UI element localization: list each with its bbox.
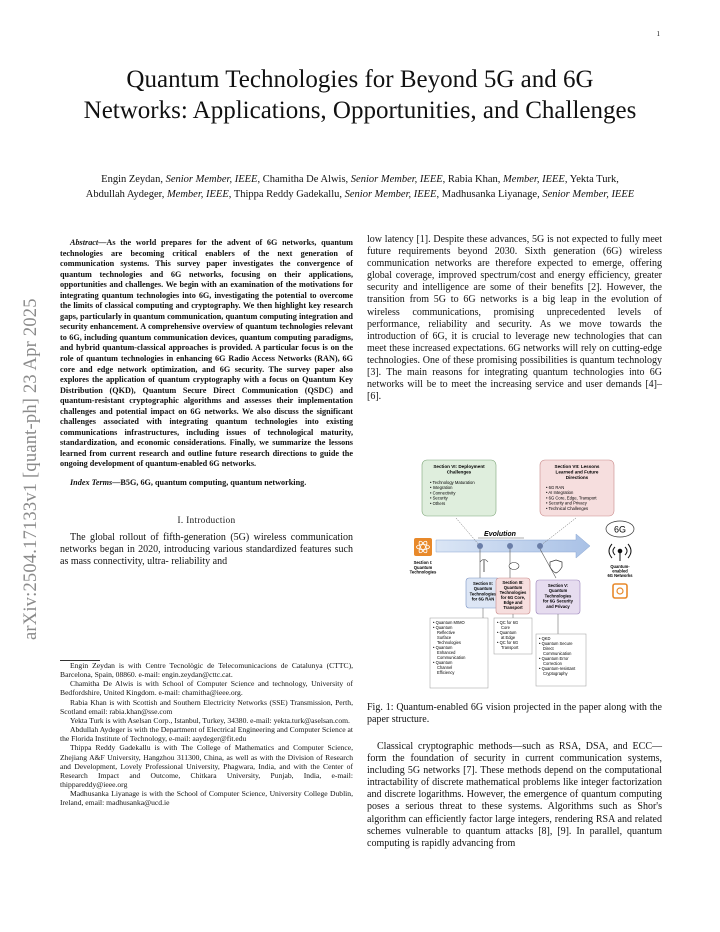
figure-list-item: • Quantum at Edge: [497, 630, 517, 640]
intro-paragraph-1: The global rollout of fifth-generation (5G) wireless communication networks began in 2020, introducing various standardized features such as mass connectivity, ultra- reliability and: [60, 532, 353, 568]
evolution-marker: [507, 543, 513, 549]
section2-title-line: for 6G RAN: [471, 596, 495, 602]
section7-title-line: Learned and Future: [555, 469, 599, 475]
section5-title-line: Technologies: [544, 593, 572, 599]
section6-item: • Others: [430, 500, 446, 506]
section6-title-line: Section VI: Deployment: [433, 464, 485, 469]
right-column: [367, 234, 662, 403]
intro-paragraph-2: Classical cryptographic methods—such as RSA, DSA, and ECC—form the foundation of security in current communication systems, including 5G networks [7]. These methods depend on the computational intractability of discrete mathematical problems like integer factorization and discrete logarithms. However, the emergence of quantum computing poses a serious threat to these systems. Algorithms such as Shor's algorithm can efficiently factor large integers, rendering RSA and related schemes vulnerable to quantum attacks [8], [9]. In parallel, quantum computing is rapidly advancing from: [367, 741, 662, 849]
quantum-enabled-label: [607, 564, 633, 578]
section2-title-line: Quantum: [473, 586, 493, 592]
figure-list-item: • QC for 6G Transport: [497, 640, 519, 650]
page-number: 1: [656, 30, 660, 38]
section3-title-line: Quantum: [503, 585, 523, 590]
index-terms: Index Terms—B5G, 6G, quantum computing, quantum networking.: [70, 478, 307, 488]
figure-list-item: • Quantum Secure Direct Communication: [539, 641, 573, 656]
footnote: Rabia Khan is with Scottish and Southern Electricity Networks (SSE) Transmission, Perth, Scotland email: rabia.khan@sse.com: [60, 697, 353, 716]
section7-item: • AI Integration: [546, 490, 574, 496]
figure-list-item: • Quantum Enhanced Communication: [433, 645, 466, 660]
figure-list-item: • Quantum-resistant Cryptography: [539, 666, 576, 676]
author-name: Yekta Turk: [569, 174, 617, 185]
figure-1: [408, 458, 648, 690]
abstract: Abstract—As the world prepares for the advent of 6G networks, quantum technologies are becoming critical enablers of the next generation of communication systems. This survey paper investigates the convergence of quantum technologies and 6G networks, focusing on their applications, opportunities and challenges. We begin with an examination of the motivations for integrating quantum technologies into 6G, investigating the potential to overcome the limits of classical computing and cryptography. We then highlight key research gaps, particularly in quantum communication, quantum computing integration and security enhancement. A comprehensive overview of quantum technologies relevant to 6G, including quantum communication devices, quantum computing paradigms, and hybrid quantum-classical approaches is provided. A particular focus is on the role of quantum technologies in enhancing 6G Radio Access Networks (RAN), 6G core and edge network optimization, and 6G security. The survey paper also explores the application of quantum cryptography with a focus on Quantum Key Distribution (QKD), Quantum Secure Direct Communication (QSDC) and quantum-resistant cryptographic algorithms and assesses their implementation challenges and potential impact on 6G networks. We also discuss the significant challenges associated with integrating quantum technologies into existing communications infrastructures, including issues of technological maturity, standardization, and economic considerations. Finally, we summarize the lessons learned from current research and outline future research directions to guide the ongoing development of quantum-enabled 6G networks.: [60, 238, 353, 469]
intro-paragraph-1-continued: low latency [1]. Despite these advances, 5G is not expected to fully meet future requirements beyond 2030. Sixth generation (6G) wireless communication networks are therefore expected to emerge, offering global coverage, improved spectrum/cost and energy efficiency, greater security and intelligence are some of their benefits [2]. However, the transition from 5G to 6G networks is a big leap in the evolution of wireless communications, promising unprecedented levels of performance, reliability and security. As we move towards the introduction of 6G, it is crucial to leverage new technologies that can meet these increased expectations. 6G networks will rely on cutting-edge technologies. One of these promising possibilities is quantum technology [3]. The main reasons for integrating quantum technologies into 6G networks will be to meet the increasing service and user demands [4]–[6].: [367, 234, 662, 403]
section1-label-line: Section I:: [413, 560, 433, 565]
section3-title-line: for 6G Core,: [500, 595, 526, 600]
index-terms-label: Index Terms: [70, 478, 113, 488]
figure-list-item: • Quantum Error Correction: [539, 656, 569, 666]
section6-item: • Security: [430, 495, 448, 501]
figure-caption: Fig. 1: Quantum-enabled 6G vision projected in the paper along with the paper structure.: [367, 702, 662, 726]
section1-label-line: Technologies: [409, 569, 437, 575]
left-column: [60, 238, 353, 568]
quantum-enabled-label-line: 6G Networks: [607, 573, 633, 579]
badge-6g-text: 6G: [613, 524, 627, 535]
section3-title-line: Technologies: [499, 590, 527, 595]
footnote: Thippa Reddy Gadekallu is with The College of Mathematics and Computer Science, Zhejiang A&F University, Hangzhou 311300, China, as well as with the Division of Research and Development, Lovely Professional University, Phagwara, India, and with the Center of Research Impact and Outcome, Chitkara University, Punjab, India, e-mail: thippareddy@ieee.org: [60, 743, 353, 790]
section6-item: • Technology Maturation: [430, 480, 475, 485]
author-role: Senior Member, IEEE: [542, 189, 635, 200]
antenna-icon: [480, 560, 488, 573]
paper-title: Quantum Technologies for Beyond 5G and 6G Networks: Applications, Opportunities, and Challenges: [83, 66, 637, 124]
section5-title-line: for 6G Security: [542, 598, 574, 604]
quantum-enabled-label-line: enabled: [612, 568, 628, 574]
author-role: Senior Member, IEEE: [165, 174, 258, 185]
footnote: Chamitha De Alwis is with School of Computer Science and technology, University of Bedfordshire, United Kingdom. e-mail: chamitha@ieee.org.: [60, 679, 353, 698]
arxiv-stamp: arXiv:2504.17133v1 [quant-ph] 23 Apr 2025: [21, 298, 41, 640]
section3-title-line: Edge and: [503, 600, 523, 605]
footnote: Yekta Turk is with Aselsan Corp., Istanbul, Turkey, 34380. e-mail: yekta.turk@aselsan.com.: [70, 715, 350, 725]
section3-title-line: Transport: [503, 605, 523, 610]
section6-item: • Integration: [430, 485, 453, 491]
section7-item: • Technical Challenges: [546, 505, 589, 511]
footnote: Abdullah Aydeger is with the Department of Electrical Engineering and Computer Science at the Florida Institute of Technology, e-mail: aaydeger@fit.edu: [60, 725, 353, 744]
section1-label-line: Quantum: [413, 564, 433, 570]
section7-title-line: Section VII: Lessons: [554, 464, 600, 469]
section5-title-line: Section V:: [547, 583, 569, 588]
cloud-icon: [509, 563, 519, 570]
author-name: Thippa Reddy Gadekallu: [233, 189, 340, 200]
evolution-label: Evolution: [484, 531, 516, 538]
figure-list-item: • QKD: [539, 636, 551, 641]
author-role: Member, IEEE: [503, 174, 565, 185]
footnote: Engin Zeydan is with Centre Tecnològic de Telecomunicacions de Catalunya (CTTC), Barcelona, Spain, 08860. e-mail: engin.zeydan@cttc.cat.: [60, 661, 353, 680]
section2-title-line: Technologies: [469, 591, 497, 597]
quantum-enabled-label-line: Quantum-: [610, 564, 630, 569]
author-list: Engin Zeydan, Senior Member, IEEE, Chamitha De Alwis, Senior Member, IEEE, Rabia Khan, Member, IEEE, Yekta Turk, Abdullah Aydeger, Member, IEEE, Thippa Reddy Gadekallu, Senior Member, IEEE, Madhusanka Liyanage, Senior Member, IEEE: [85, 174, 635, 200]
section6-item: • Connectivity: [430, 490, 456, 496]
section3-title-line: Section III:: [502, 580, 524, 585]
evolution-marker: [537, 543, 543, 549]
section5-title-line: and Privacy: [546, 603, 570, 609]
author-name: Madhusanka Liyanage: [441, 189, 538, 200]
section7-item: • Security and Privacy: [546, 500, 587, 506]
figure-list-item: • Quantum Reflective Surface Technologies: [433, 625, 461, 645]
index-terms-text: B5G, 6G, quantum computing, quantum networking.: [120, 478, 307, 488]
footnote: Madhusanka Liyanage is with the School of Computer Science, University College Dublin, Ireland, email: madhusanka@ucd.ie: [60, 789, 353, 808]
evolution-marker: [477, 543, 483, 549]
section7-item: • 6G Core, Edge, Transport: [546, 495, 597, 501]
wireless-icon: [609, 544, 631, 561]
section2-title: [470, 581, 497, 602]
author-name: Chamitha De Alwis: [262, 174, 346, 185]
author-role: Member, IEEE: [166, 189, 229, 200]
badge-6g-cloud: [606, 521, 634, 537]
shield-icon: [550, 560, 562, 573]
section5-title-line: Quantum: [548, 588, 568, 594]
author-role: Senior Member, IEEE: [350, 174, 443, 185]
figure-list-item: • Quantum Channel Efficiency: [433, 660, 455, 675]
figure-list-item: • QC for 6G Core: [497, 620, 519, 630]
section6-title-line: Challenges: [446, 469, 472, 475]
abstract-text: As the world prepares for the advent of 6G networks, quantum technologies are becoming critical enablers of the next generation of communication systems. This survey paper investigates the convergence of quantum technologies and 6G networks, focusing on their applications, opportunities and challenges. We begin with an examination of the motivations for integrating quantum technologies into 6G, investigating the potential to overcome the limits of classical computing and cryptography. We then highlight key research gaps, particularly in quantum communication, quantum computing integration and security enhancement. A comprehensive overview of quantum technologies relevant to 6G, including quantum communication devices, quantum computing paradigms, and hybrid quantum-classical approaches is provided. A particular focus is on the role of quantum technologies in enhancing 6G Radio Access Networks (RAN), 6G core and edge network optimization, and 6G security. The survey paper also explores the application of quantum cryptography with a focus on Quantum Key Distribution (QKD), Quantum Secure Direct Communication (QSDC) and quantum-resistant cryptographic algorithms and assesses their implementation challenges and potential impact on 6G networks. We also discuss the significant challenges associated with integrating quantum technologies into existing communications infrastructures, including issues of technological maturity, standardization, and economic considerations. Finally, we summarize the lessons learned from current research and outline future research directions to guide the ongoing development of quantum-enabled 6G networks.: [60, 238, 353, 469]
author-footnotes: [60, 660, 353, 808]
chip-gear-icon: [613, 584, 627, 598]
author-name: Abdullah Aydeger: [85, 189, 162, 200]
section2-title-line: Section II:: [472, 581, 494, 586]
author-name: Engin Zeydan: [101, 174, 161, 185]
section1-label: [410, 560, 437, 575]
section-heading: I. Introduction: [177, 514, 236, 525]
section7-item: • 6G RAN: [546, 485, 565, 490]
author-role: Senior Member, IEEE: [344, 189, 437, 200]
author-name: Rabia Khan: [447, 174, 498, 185]
figure-list-item: • Quantum MIMO: [433, 620, 465, 625]
figure-diagram: [408, 458, 648, 690]
abstract-label: Abstract: [70, 238, 99, 247]
section7-title-line: Directions: [565, 475, 589, 480]
